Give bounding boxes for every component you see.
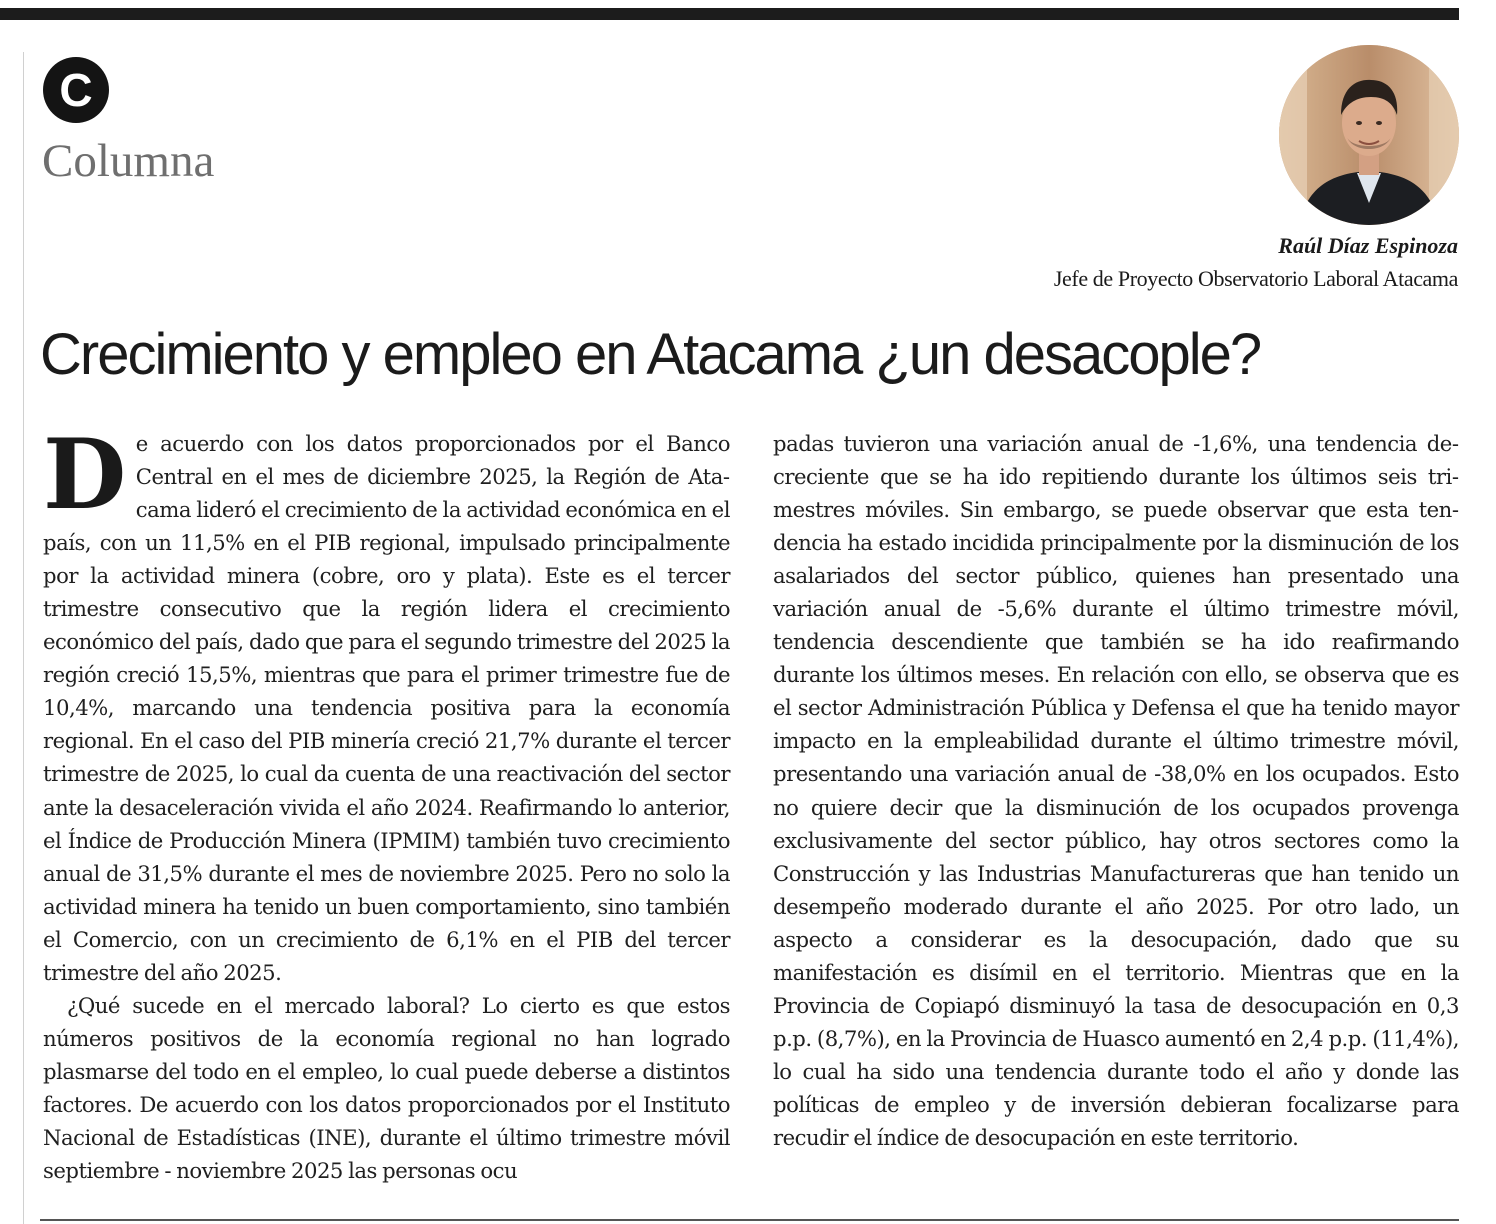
paragraph-1-text: e acuerdo con los datos proporcionados por el Banco Central en el mes de diciembre 2025, la Región de Atacama lideró el crecimiento de la actividad económica en el país, con un 11,5% en el PIB regional, impulsado principalmente por la actividad minera (cobre, oro y plata). Este es el tercer trimestre consecutivo que la región lidera el crecimiento económico del país, dado que para el segundo trimestre del 2025 la región creció 15,5%, mientras que para el primer trimestre fue de 10,4%, marcando una tendencia positiva para la economía regional. En el caso del PIB minería creció 21,7% durante el tercer trimestre de 2025, lo cual da cuenta de una reactivación del sector ante la desaceleración vivida el año 2024. Reafirmando lo anterior, el Índice de Producción Minera (IPMIM) también tuvo crecimiento anual de 31,5% durante el mes de noviembre 2025. Pero no solo la actividad minera ha tenido un buen comportamiento, sino también el Comercio, con un crecimiento de 6,1% en el PIB del tercer trimestre del año 2025. xyxy=(43,431,730,985)
article-paragraph-1 xyxy=(43,418,730,989)
article-headline: Crecimiento y empleo en Atacama ¿un desacople? xyxy=(40,322,1261,387)
bottom-rule xyxy=(40,1219,1459,1221)
article-column-left xyxy=(43,418,730,1187)
top-rule xyxy=(0,8,1459,20)
author-role: Jefe de Proyecto Observatorio Laboral Atacama xyxy=(1053,266,1458,291)
section-badge xyxy=(43,57,109,123)
article-paragraph-2-continued: padas tuvieron una variación anual de -1,6%, una tendencia decreciente que se ha ido repitiendo durante los últimos seis trimestres móviles. Sin embargo, se puede observar que esta tendencia ha estado incidida principalmente por la disminución de los asalariados del sector público, quienes han presentado una variación anual de -5,6% durante el último trimestre móvil, tendencia descendiente que también se ha ido reafirmando durante los últimos meses. En relación con ello, se observa que es el sector Administración Pública y Defensa el que ha tenido mayor impacto en la empleabilidad durante el último trimestre móvil, presentando una variación anual de -38,0% en los ocupados. Esto no quiere decir que la disminución de los ocupados provenga exclusivamente del sector público, hay otros sectores como la Construcción y las Industrias Manufactureras que han tenido un desempeño moderado durante el año 2025. Por otro lado, un aspecto a considerar es la desocupación, dado que su manifestación es disímil en el territorio. Mientras que en la Provincia de Copiapó disminuyó la tasa de desocupación en 0,3 p.p. (8,7%), en la Provincia de Huasco aumentó en 2,4 p.p. (11,4%), lo cual ha sido una tendencia durante todo el año y donde las políticas de empleo y de inversión debieran focalizarse para recudir el índice de desocupación en este territorio. xyxy=(773,431,1459,1150)
article-column-right xyxy=(773,427,1459,1154)
author-name: Raúl Díaz Espinoza xyxy=(1278,233,1458,258)
drop-cap: D xyxy=(43,418,126,531)
author-photo-icon xyxy=(1279,45,1459,225)
section-label: Columna xyxy=(42,135,215,187)
left-column-rule xyxy=(23,52,24,1224)
article-paragraph-2-start: ¿Qué sucede en el mercado laboral? Lo cierto es que estos números positivos de la economía regional no han logrado plasmarse del todo en el empleo, lo cual puede deberse a distintos factores. De acuerdo con los datos proporcionados por el Instituto Nacional de Estadísticas (INE), durante el último trimestre móvil septiembre - noviembre 2025 las personas ocu xyxy=(43,992,730,1184)
badge-letter: C xyxy=(59,64,93,116)
author-portrait xyxy=(1279,45,1459,225)
